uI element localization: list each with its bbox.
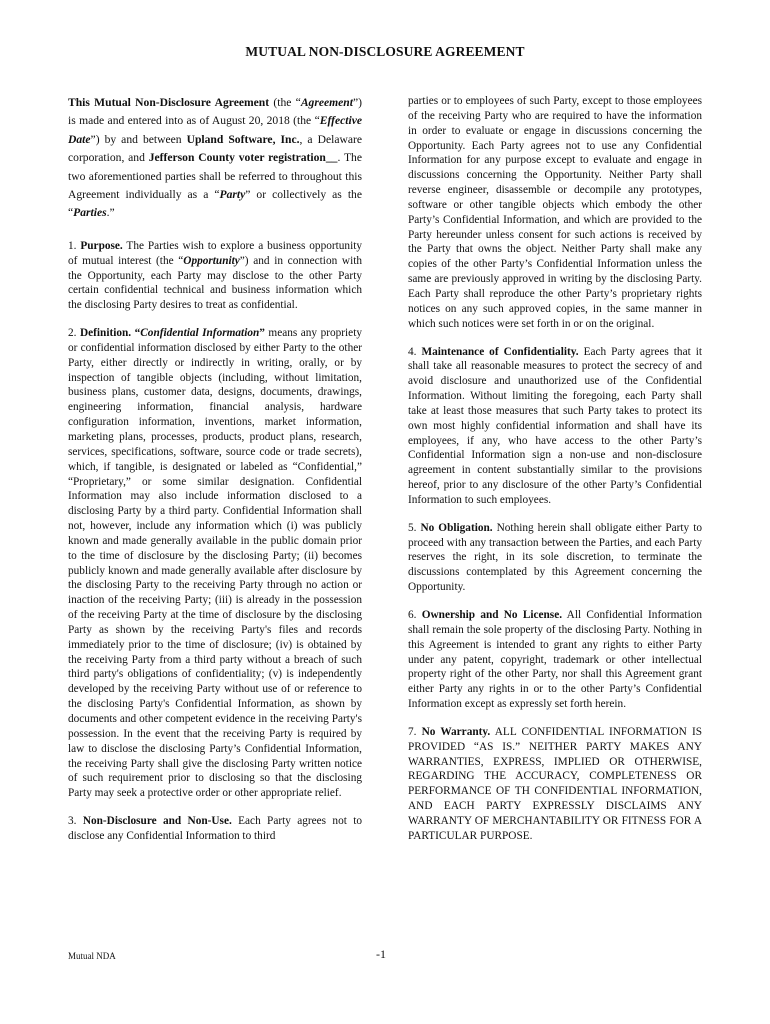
section-heading: Maintenance of Confidentiality. — [421, 345, 579, 358]
page-number: -1 — [376, 947, 386, 961]
defined-term-opportunity: Opportunity — [183, 254, 240, 267]
section-2-definition: 2. Definition. “Confidential Information” means any propriety or confidential information disclosed by either Party to the other Party, either directly or indirectly in writing, orally, or by inspection of tangible objects (including, without limitation, business plans, customer data, designs, documents, drawings, engineering information, financial analysis, hardware configuration information, inventions, market information, marketing plans, processes, products, product plans, research, services, specifications, software, source code or trade secrets), which, if tangible, is designated or labeled as “Confidential,” “Proprietary,” or some similar designation. Confidential Information may also include information disclosed to a disclosing Party by a third party. Confidential Information shall not, however, include any information which (i) was publicly known and made generally available in the public domain prior to the time of disclosure by the disclosing Party; (ii) becomes publicly known and made generally available after disclosure by the disclosing Party to the receiving Party through no action or inaction of the receiving Party; (iii) is already in the possession of the receiving Party at the time of disclosure by the disclosing Party as shown by the receiving Party's files and records immediately prior to the time of disclosure; (iv) is obtained by the receiving Party from a third party without a breach of such third party's obligations of confidentiality; (v) is independently developed by the receiving Party without use of or reference to the disclosing Party's Confidential Information, as shown by documents and other competent evidence in the receiving Party's possession. In the event that the receiving Party is required by law to disclose the disclosing Party’s Confidential Information, the receiving Party shall give the disclosing Party written notice of such requirement prior to disclosing so that the disclosing Party may seek a protective order or other appropriate relief. — [68, 327, 362, 800]
defined-term-confidential-information: Confidential Information — [140, 327, 260, 340]
section-7-no-warranty: 7. No Warranty. ALL CONFIDENTIAL INFORMATION IS PROVIDED “AS IS.” NEITHER PARTY MAKES ANY WARRANTIES, EXPRESS, IMPLIED OR OTHERWISE, REGARDING THE ACCURACY, COMPLETENESS OR PERFORMANCE OF TH CONFIDENTIAL INFORMATION, AND EACH PARTY EXPRESSLY DISCLAIMS ANY WARRANTY OF MERCHANTABILITY OR FITNESS FOR A PARTICULAR PURPOSE. — [408, 725, 702, 842]
document-title: MUTUAL NON-DISCLOSURE AGREEMENT — [245, 44, 525, 59]
intro-paragraph: This Mutual Non-Disclosure Agreement (the “Agreement”) is made and entered into as of August 20, 2018 (the “Effective Date”) by and between Upland Software, Inc., a Delaware corporation, and Jefferson County voter registration__. The two aforementioned parties shall be referred to throughout this Agreement individually as a “Party” or collectively as the “Parties.” — [68, 96, 362, 220]
defined-term-parties: Parties — [73, 206, 107, 220]
section-heading: Non-Disclosure and Non-Use. — [82, 815, 232, 828]
party-name-upland: Upland Software, Inc. — [186, 132, 300, 146]
footer-label: Mutual NDA — [68, 951, 116, 961]
defined-term-effective-date: Effective Date — [68, 114, 362, 146]
section-4-maintenance: 4. Maintenance of Confidentiality. Each Party agrees that it shall take all reasonable measures to protect the secrecy of and avoid disclosure and unauthorized use of the Confidential Information. Without limiting the foregoing, each Party shall take at least those measures that such Party takes to protect its own most highly confidential information and shall have its employees, if any, who have access to the other Party’s Confidential Information sign a non-use and non-disclosure agreement in content substantially similar to the provisions hereof, prior to any disclosure of the other Party’s Confidential Information to such employees. — [408, 345, 702, 506]
section-3-non-disclosure-start: 3. Non-Disclosure and Non-Use. Each Party agrees not to disclose any Confidential Information to third — [68, 815, 362, 842]
section-6-ownership: 6. Ownership and No License. All Confidential Information shall remain the sole property of the disclosing Party. Nothing in this Agreement is intended to grant any rights to either Party under any patent, copyright, trademark or other intellectual property right of the other Party, nor shall this Agreement grant either Party any rights in or to the other Party’s Confidential Information except as expressly set forth herein. — [408, 609, 703, 711]
section-heading: Purpose. — [80, 239, 123, 252]
section-heading: No Obligation. — [420, 521, 493, 534]
section-5-no-obligation: 5. No Obligation. Nothing herein shall obligate either Party to proceed with any transaction between the Parties, and each Party reserves the right, in its sole discretion, to terminate the discussions contemplated by this Agreement concerning the Opportunity. — [408, 521, 702, 594]
section-heading: Ownership and No License. — [421, 609, 563, 621]
party-name-jefferson: Jefferson County voter registration__ — [148, 151, 338, 165]
right-column — [408, 94, 702, 857]
section-heading: No Warranty. — [421, 725, 491, 738]
left-column — [68, 94, 362, 857]
defined-term-party: Party — [219, 188, 246, 202]
section-heading: Definition. — [79, 327, 132, 340]
defined-term-agreement: Agreement — [300, 96, 353, 109]
section-3-non-disclosure-continued: parties or to employees of such Party, except to those employees of the receiving Party who are required to have the information in order to evaluate or engage in discussions concerning the Opportunity. Each Party agrees not to use any Confidential Information for any purpose except to evaluate and engage in discussions concerning the Opportunity. Neither Party shall reverse engineer, disassemble or decompile any prototypes, software or other tangible objects which embody the other Party’s Confidential Information, and which are provided to the Party hereunder unless consent for such actions is received by the Party that owns the object. Neither Party shall make any copies of the other Party’s Confidential Information unless the same are previously approved in writing by the disclosing Party. Each Party shall reproduce the other Party’s proprietary rights notices on any such approved copies, in the same manner in which such notices were set forth in or on the original. — [408, 95, 702, 330]
intro-agreement-name: This Mutual Non-Disclosure Agreement — [68, 96, 270, 109]
section-1-purpose: 1. Purpose. The Parties wish to explore a business opportunity of mutual interest (the “Opportunity”) and in connection with the Opportunity, each Party may disclose to the other Party certain confidential technical and business information which the disclosing Party desires to treat as confidential. — [68, 239, 362, 312]
